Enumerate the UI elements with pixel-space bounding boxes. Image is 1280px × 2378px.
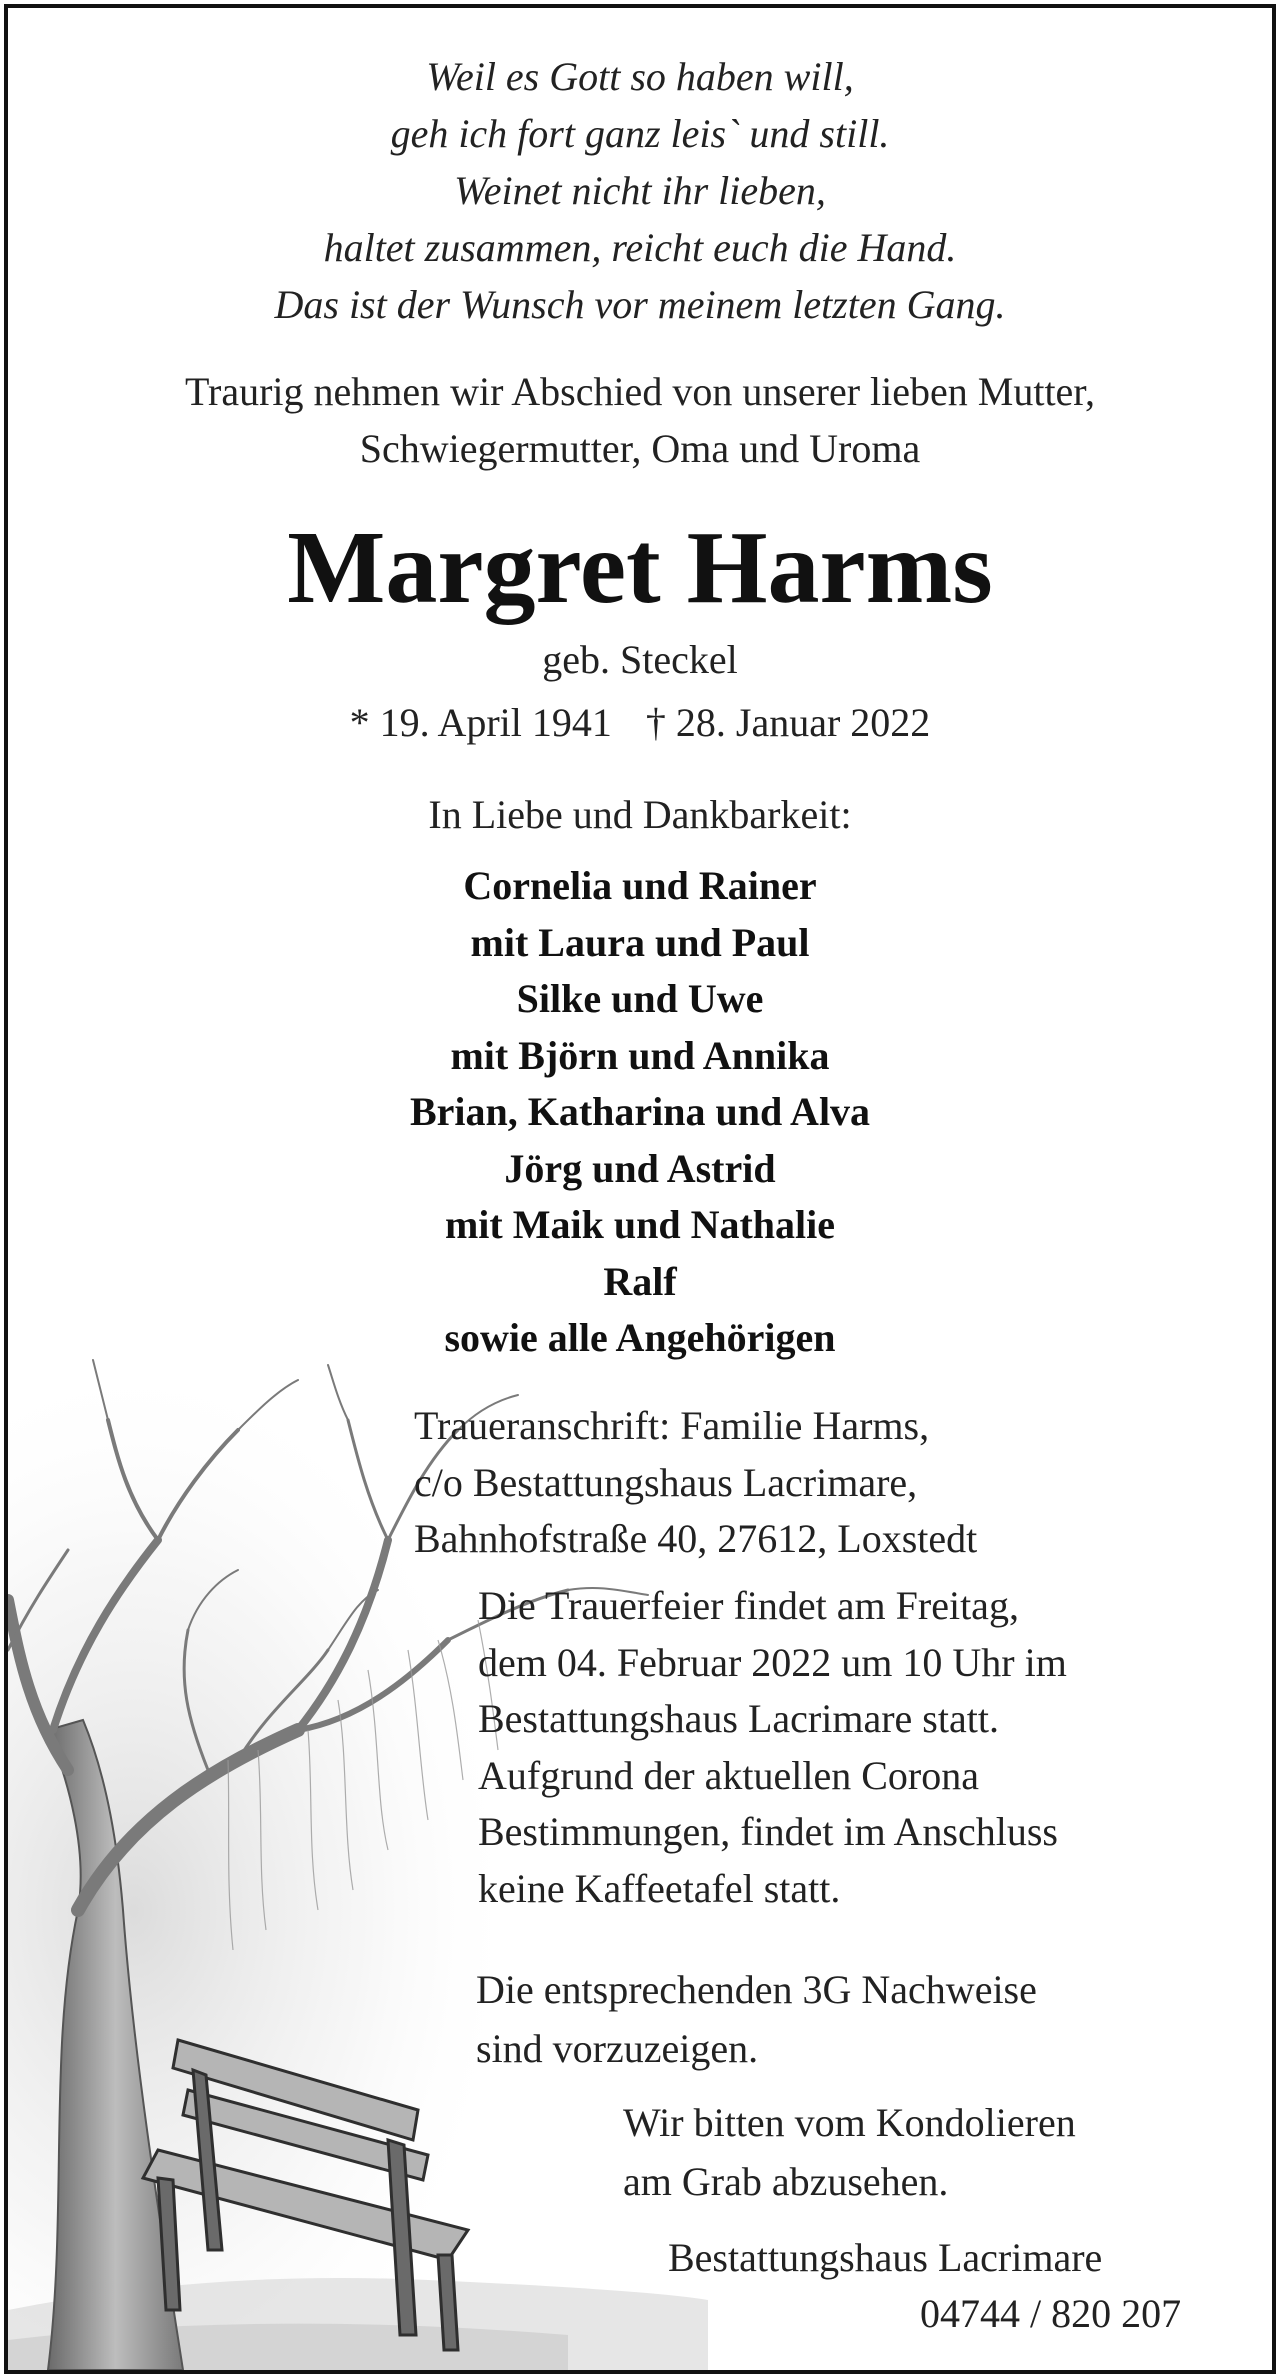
poem — [8, 48, 1272, 333]
poem-line: Weinet nicht ihr lieben, — [454, 168, 826, 213]
address-line: Traueranschrift: Familie Harms, — [414, 1403, 930, 1448]
intro-line: Traurig nehmen wir Abschied von unserer lieben Mutter, — [184, 369, 1096, 414]
mourner-line: Cornelia und Rainer — [463, 863, 817, 908]
mourner-line: Jörg und Astrid — [504, 1145, 776, 1191]
condolence-line: Wir bitten vom Kondolieren — [623, 2100, 1076, 2145]
life-dates — [8, 698, 1272, 748]
mourner-line: Brian, Katharina und Alva — [409, 1089, 871, 1134]
funeral-line: Bestimmungen, findet im Anschluss — [478, 1809, 1058, 1854]
address-line: c/o Bestattungshaus Lacrimare, — [414, 1459, 918, 1505]
poem-line: Weil es Gott so haben will, — [426, 54, 854, 99]
funeral-line: Die Trauerfeier findet am Freitag, — [478, 1583, 1019, 1628]
funeral-line: Aufgrund der aktuellen Corona — [478, 1752, 979, 1798]
proof-notice — [476, 1960, 1037, 2078]
mourner-line: Ralf — [603, 1258, 677, 1304]
mourning-address — [414, 1398, 977, 1568]
condolence-notice — [623, 2093, 1076, 2211]
poem-line: haltet zusammen, reicht euch die Hand. — [323, 225, 957, 270]
funeral-notice — [478, 1578, 1067, 1917]
condolence-line: am Grab abzusehen. — [623, 2159, 949, 2204]
deceased-name: Margret Harms — [287, 510, 993, 625]
funeral-line: dem 04. Februar 2022 um 10 Uhr im — [478, 1639, 1067, 1685]
address-line: Bahnhofstraße 40, 27612, Loxstedt — [414, 1516, 978, 1561]
birth-date: * 19. April 1941 — [349, 700, 612, 745]
death-date: † 28. Januar 2022 — [645, 700, 931, 745]
mourner-line: sowie alle Angehörigen — [444, 1315, 836, 1360]
poem-line: geh ich fort ganz leis` und still. — [390, 111, 890, 156]
funeral-line: keine Kaffeetafel statt. — [478, 1865, 841, 1911]
dedication-line: In Liebe und Dankbarkeit: — [428, 792, 852, 837]
farewell-intro — [8, 363, 1272, 477]
maiden-name: geb. Steckel — [542, 637, 738, 682]
undertaker-name: Bestattungshaus Lacrimare — [668, 2235, 1103, 2280]
funeral-line: Bestattungshaus Lacrimare statt. — [478, 1696, 999, 1741]
mourner-line: mit Maik und Nathalie — [444, 1202, 836, 1247]
mourner-line: mit Laura und Paul — [470, 919, 810, 965]
proof-line: Die entsprechenden 3G Nachweise — [476, 1967, 1037, 2012]
mourners-list — [8, 858, 1272, 1367]
poem-line: Das ist der Wunsch vor meinem letzten Gang. — [274, 282, 1006, 327]
mourner-line: Silke und Uwe — [516, 976, 764, 1021]
obituary-frame — [4, 4, 1276, 2374]
mourner-line: mit Björn und Annika — [450, 1032, 830, 1078]
proof-line: sind vorzuzeigen. — [476, 2026, 759, 2071]
undertaker-phone: 04744 / 820 207 — [920, 2291, 1182, 2336]
intro-line: Schwiegermutter, Oma und Uroma — [359, 426, 921, 471]
